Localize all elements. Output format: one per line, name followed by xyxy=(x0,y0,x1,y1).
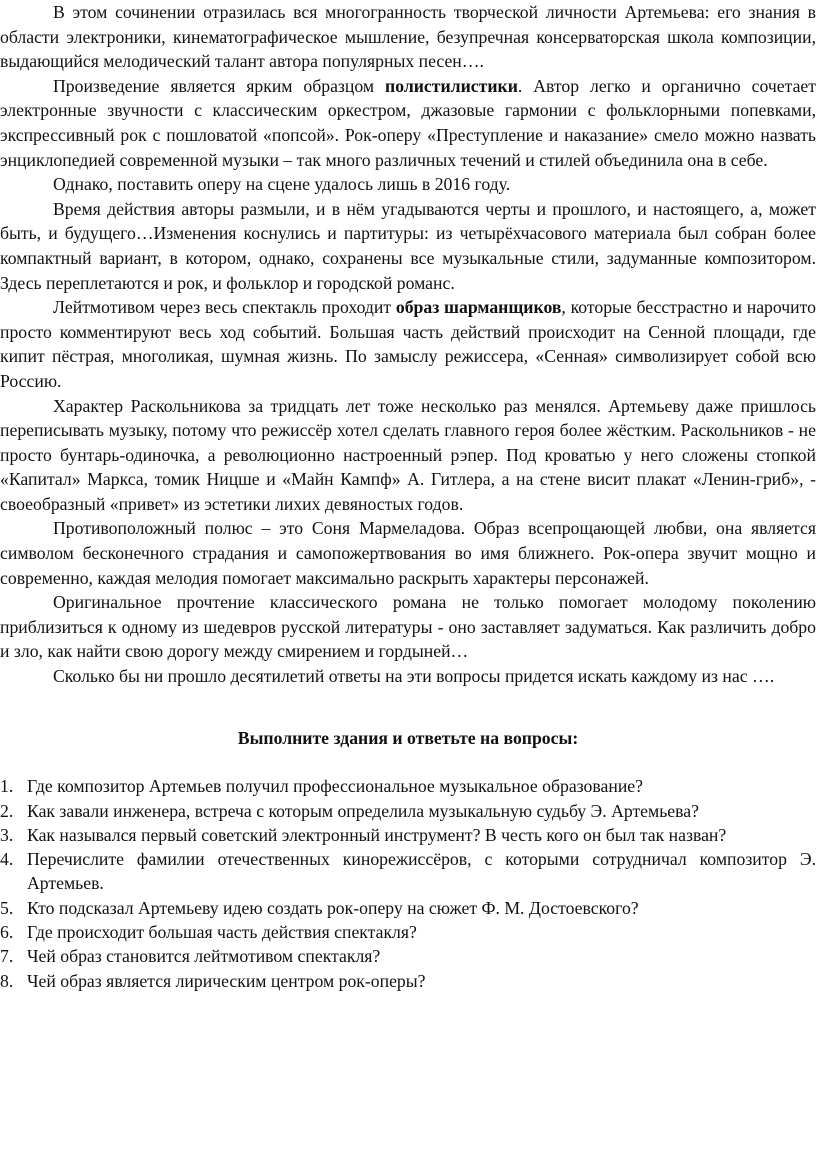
question-text: Как назывался первый советский электронный инструмент? В честь кого он был так назван? xyxy=(27,824,727,845)
essay-paragraph-1: В этом сочинении отразилась вся многогранность творческой личности Артемьева: его знания в области электроники, кинематографическое мышление, безупречная консерваторская школа композиции, выдающийся мелодический талант автора популярных песен…. xyxy=(0,2,816,72)
question-number: 1. xyxy=(0,776,14,797)
tasks-title: Выполните здания и ответьте на вопросы: xyxy=(237,727,579,748)
question-item xyxy=(0,896,816,920)
paragraph-text: Произведение является ярким образцом xyxy=(53,75,386,96)
paragraph-text: Лейтмотивом через весь спектакль проходит xyxy=(53,297,396,318)
question-item xyxy=(0,944,816,968)
question-item xyxy=(0,799,816,823)
question-text: Где композитор Артемьев получил профессиональное музыкальное образование? xyxy=(27,776,644,797)
essay-paragraph-7: Противоположный полюс – это Соня Мармеладова. Образ всепрощающей любви, она является символом бесконечного страдания и самопожертвования во имя ближнего. Рок-опера звучит мощно и современно, каждая мелодия помогает максимально раскрыть характеры персонажей. xyxy=(0,518,816,588)
essay-paragraph-5 xyxy=(0,295,816,393)
paragraph-text: . Автор легко и органично сочетает электронные звучности с классическим оркестром, джазовые гармонии с фольклорными попевками, экспрессивный рок с пошловатой «попсой». Рок-оперу «Преступление и наказание» смело можно назвать энциклопедией современной музыки – так много различных течений и стилей объединила она в себе. xyxy=(0,75,816,170)
question-item xyxy=(0,920,816,944)
question-text: Где происходит большая часть действия спектакля? xyxy=(27,922,417,942)
question-text: Перечислите фамилии отечественных кинорежиссёров, с которыми сотрудничал композитор Э. Артемьев. xyxy=(27,849,816,894)
question-item xyxy=(0,847,816,896)
question-number: 4. xyxy=(0,849,14,870)
questions-list xyxy=(0,774,816,993)
question-text: Чей образ становится лейтмотивом спектакля? xyxy=(27,946,381,967)
question-number: 3. xyxy=(0,824,14,845)
question-number: 2. xyxy=(0,800,14,821)
essay-paragraph-4: Время действия авторы размыли, и в нём угадываются черты и прошлого, и настоящего, а, может быть, и будущего…Изменения коснулись и партитуры: из четырёхчасового материала был собран более компактный вариант, в котором, однако, сохранены все музыкальные стили, задуманные композитором. Здесь переплетаются и рок, и фольклор и городской романс. xyxy=(0,198,816,293)
question-text: Кто подсказал Артемьеву идею создать рок-оперу на сюжет Ф. М. Достоевского? xyxy=(27,897,639,918)
bold-term-polystylistics: полистилистики xyxy=(385,75,518,96)
essay-paragraph-8: Оригинальное прочтение классического романа не только помогает молодому поколению приблизиться к одному из шедевров русской литературы - оно заставляет задуматься. Как различить добро и зло, как найти свою дорогу между смирением и гордыней… xyxy=(0,592,816,662)
question-item xyxy=(0,823,816,847)
question-item xyxy=(0,774,816,798)
essay-paragraph-3: Однако, поставить оперу на сцене удалось лишь в 2016 году. xyxy=(53,174,511,195)
essay-paragraph-2 xyxy=(0,74,816,172)
paragraph-text: , которые бесстрастно и нарочито просто комментируют весь ход событий. Большая часть действий происходит на Сенной площади, где кипит пёстрая, многоликая, шумная жизнь. По замыслу режиссера, «Сенная» символизирует собой всю Россию. xyxy=(0,297,816,391)
question-text: Чей образ является лирическим центром рок-оперы? xyxy=(27,970,426,991)
essay-paragraph-6: Характер Раскольникова за тридцать лет тоже несколько раз менялся. Артемьеву даже пришлось переписывать музыку, потому что режиссёр хотел сделать главного героя более жёстким. Раскольников - не просто бунтарь-одиночка, а революционно настроенный рэпер. Под кроватью у него сложены стопкой «Капитал» Маркса, томик Ницше и «Майн Кампф» А. Гитлера, а на стене висит плакат «Ленин-гриб», - своеобразный «привет» из эстетики лихих девяностых годов. xyxy=(0,395,816,514)
question-number: 5. xyxy=(0,897,14,918)
essay-paragraph-9: Сколько бы ни прошло десятилетий ответы на эти вопросы придется искать каждому из нас …. xyxy=(53,666,775,687)
question-number: 6. xyxy=(0,922,14,942)
question-number: 8. xyxy=(0,970,14,991)
bold-term-organ-grinders: образ шарманщиков xyxy=(395,297,562,318)
question-text: Как завали инженера, встреча с которым определила музыкальную судьбу Э. Артемьева? xyxy=(27,800,699,821)
question-item xyxy=(0,969,816,993)
question-number: 7. xyxy=(0,946,14,967)
